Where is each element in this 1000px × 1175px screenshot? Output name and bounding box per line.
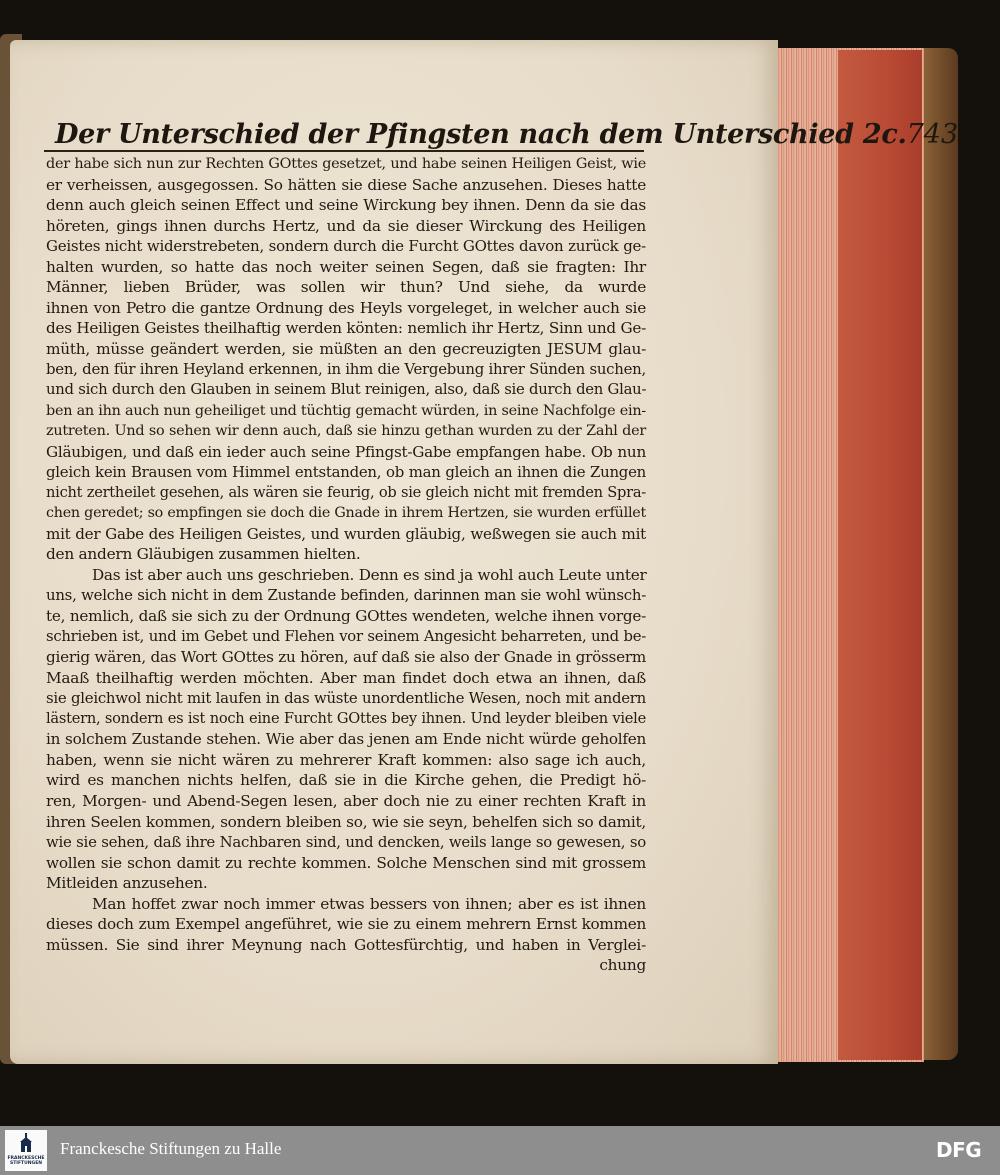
running-head xyxy=(55,110,959,150)
page-number: 743 xyxy=(906,119,959,150)
footer-title[interactable]: Franckesche Stiftungen zu Halle xyxy=(60,1139,282,1158)
text-line: schrieben ist, und im Gebet und Flehen vor seinem Angesicht beharreten, und be- xyxy=(46,627,646,645)
catchword: chung xyxy=(599,956,646,975)
text-line: nicht zertheilet gesehen, als wären sie feurig, ob sie gleich nicht mit fremden Spra- xyxy=(46,483,646,501)
text-line: wird es manchen nichts helfen, daß sie in die Kirche gehen, die Predigt hö- xyxy=(46,771,646,790)
text-line: ben an ihn auch nun geheiliget und tüchtig gemacht würden, in seine Nachfolge ein- xyxy=(46,402,646,419)
text-line: sie gleichwol nicht mit laufen in das wüste unordentliche Wesen, noch mit andern xyxy=(46,689,646,708)
text-line: Männer, lieben Brüder, was sollen wir thun? Und siehe, da wurde xyxy=(46,278,646,297)
text-line: müssen. Sie sind ihrer Meynung nach Gottesfürchtig, und haben in Verglei- xyxy=(46,935,646,954)
text-line: Gläubigen, und daß ein ieder auch seine Pfingst-Gabe empfangen habe. Ob nun xyxy=(46,442,646,461)
text-line: Geistes nicht widerstrebeten, sondern durch die Furcht GOttes davon zurück ge- xyxy=(46,237,646,256)
text-line: Mitleiden anzusehen. xyxy=(46,874,208,893)
text-line: Man hoffet zwar noch immer etwas bessers von ihnen; aber es ist ihnen xyxy=(92,894,646,913)
text-line: des Heiligen Geistes theilhaftig werden könten: nemlich ihr Hertz, Sinn und Ge- xyxy=(46,319,646,338)
text-line: uns, welche sich nicht in dem Zustande befinden, darinnen man sie wohl wünsch- xyxy=(46,586,646,605)
text-line: gierig wären, das Wort GOttes zu hören, auf daß sie also der Gnade in grösserm xyxy=(46,648,646,667)
text-line: mit der Gabe des Heiligen Geistes, und wurden gläubig, weßwegen sie auch mit xyxy=(46,524,646,543)
footer-bar xyxy=(0,1126,1000,1175)
text-line: höreten, gings ihnen durchs Hertz, und da sie dieser Wirckung des Heiligen xyxy=(46,216,646,235)
text-line: ihren Seelen kommen, sondern bleiben so, wie sie seyn, behelfen sich so damit, xyxy=(46,812,646,831)
building-icon xyxy=(19,1133,33,1153)
text-line: te, nemlich, daß sie sich zu der Ordnung GOttes wendeten, welche ihnen vorge- xyxy=(46,607,646,626)
red-page-edge xyxy=(838,50,922,1060)
text-line: gleich kein Brausen vom Himmel entstanden, ob man gleich an ihnen die Zungen xyxy=(46,463,646,482)
text-line: wollen sie schon damit zu rechte kommen. Solche Menschen sind mit grossem xyxy=(46,853,646,872)
dfg-logo[interactable]: DFG xyxy=(936,1138,982,1162)
text-line: chen geredet; so empfingen sie doch die Gnade in ihrem Hertzen, sie wurden erfüllet xyxy=(46,505,646,522)
header-rule xyxy=(44,150,644,152)
text-line: der habe sich nun zur Rechten GOttes gesetzet, und habe seinen Heiligen Geist, wie xyxy=(46,156,646,172)
text-line: halten wurden, so hatte das noch weiter seinen Segen, daß sie fragten: Ihr xyxy=(46,257,646,276)
text-line: denn auch gleich seinen Effect und seine Wirckung bey ihnen. Denn da sie das xyxy=(46,196,646,215)
text-line: dieses doch zum Exempel angeführet, wie sie zu einem mehrern Ernst kommen xyxy=(46,915,646,934)
franckesche-logo[interactable] xyxy=(5,1130,47,1171)
text-line: den andern Gläubigen zusammen hielten. xyxy=(46,545,361,564)
text-line: er verheissen, ausgegossen. So hätten sie diese Sache anzusehen. Dieses hatte xyxy=(46,175,646,194)
text-line: ben, den für ihren Heyland erkennen, in ihm die Vergebung ihrer Sünden suchen, xyxy=(46,360,646,379)
text-line: Das ist aber auch uns geschrieben. Denn es sind ja wohl auch Leute unter xyxy=(92,565,647,584)
running-title: Der Unterschied der Pfingsten nach dem Unterschied 2c. xyxy=(55,119,907,150)
text-line: lästern, sondern es ist noch eine Furcht GOttes bey ihnen. Und leyder bleiben viele xyxy=(46,709,646,727)
text-line: Maaß theilhaftig werden möchten. Aber man findet doch etwa an ihnen, daß xyxy=(46,668,646,687)
body-text xyxy=(46,154,646,976)
logo-text: FRANCKESCHE STIFTUNGEN xyxy=(7,1156,45,1166)
text-line: zutreten. Und so sehen wir denn auch, daß sie hinzu gethan wurden zu der Zahl der xyxy=(46,423,646,440)
text-line: in solchem Zustande stehen. Wie aber das jenen am Ende nicht würde geholfen xyxy=(46,730,646,749)
text-line: ren, Morgen- und Abend-Segen lesen, aber doch nie zu einer rechten Kraft in xyxy=(46,791,646,810)
text-line: müth, müsse geändert werden, sie müßten an den gecreuzigten JESUM glau- xyxy=(46,339,646,358)
text-line: und sich durch den Glauben in seinem Blut reinigen, also, daß sie durch den Glau- xyxy=(46,381,647,399)
text-line: haben, wenn sie nicht wären zu mehrerer Kraft kommen: also sage ich auch, xyxy=(46,750,646,769)
text-line: wie sie sehen, daß ihre Nachbaren sind, und dencken, weils lange so gewesen, so xyxy=(46,833,646,852)
text-line: ihnen von Petro die gantze Ordnung des Heyls vorgeleget, in welcher auch sie xyxy=(46,298,646,317)
